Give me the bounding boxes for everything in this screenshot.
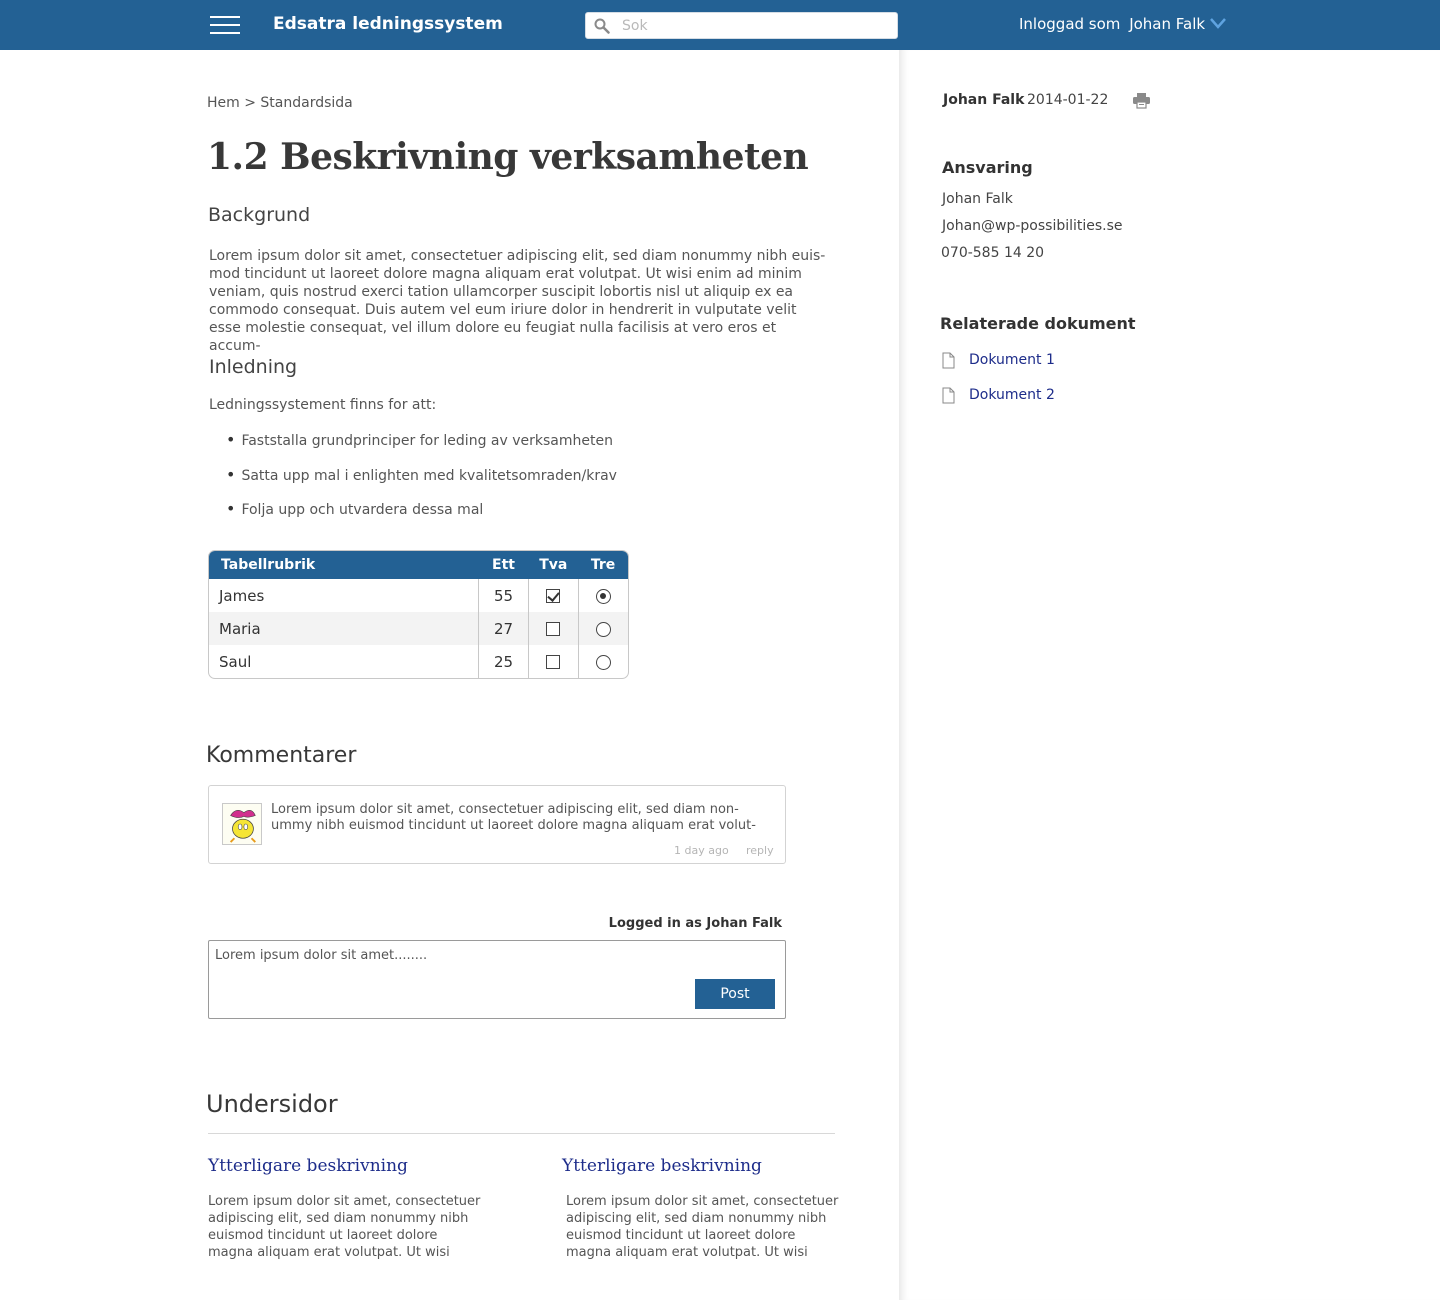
post-button[interactable]: Post [695,979,775,1009]
comment-input[interactable] [215,948,685,978]
row-radio-cell [578,612,628,645]
search-input[interactable] [622,17,882,35]
row-value: 27 [479,612,529,645]
comment-card [208,785,786,864]
table-row [209,645,628,678]
row-checkbox-cell [528,579,578,612]
table-row [209,579,628,612]
comment-time: 1 day ago [674,844,729,857]
comments-heading: Kommentarer [206,743,357,768]
checkbox[interactable] [546,589,560,603]
table-row [209,612,628,645]
breadcrumb [207,95,353,111]
row-checkbox-cell [528,612,578,645]
related-documents-heading: Relaterade dokument [940,314,1136,333]
list-item: • Faststalla grundprinciper for leding av verksamheten [226,430,617,465]
checkbox[interactable] [546,655,560,669]
app-title[interactable]: Edsatra ledningssystem [273,14,503,34]
radio-button[interactable] [596,655,611,670]
list-item: • Satta upp mal i enlighten med kvalitetsomraden/krav [226,465,617,500]
intro-heading: Inledning [209,356,298,378]
document-link-1[interactable]: Dokument 1 [969,352,1055,368]
row-radio-cell [578,579,628,612]
author-name: Johan Falk [943,92,1025,108]
reply-link[interactable]: reply [746,844,774,857]
table-header-tva: Tva [528,551,578,579]
list-item: • Folja upp och utvardera dessa mal [226,499,617,534]
user-name[interactable]: Johan Falk [1129,15,1206,33]
avatar [222,803,262,845]
publish-date: 2014-01-22 [1027,92,1109,108]
logged-in-prefix: Inloggad som [1019,15,1121,33]
top-bar [0,0,1440,50]
responsible-email[interactable]: Johan@wp-possibilities.se [942,218,1123,234]
page-title: 1.2 Beskrivning verksamheten [207,136,809,178]
row-name: James [209,579,479,612]
radio-button[interactable] [596,589,611,604]
subpage-text-1: Lorem ipsum dolor sit amet, consectetuer adipiscing elit, sed diam nonummy nibh euismod tincidunt ut laoreet dolore magna aliquam erat volutpat. Ut wisi [208,1194,481,1260]
background-text: Lorem ipsum dolor sit amet, consectetuer adipiscing elit, sed diam nonummy nibh euis-mod tincidunt ut laoreet dolore magna aliquam erat volutpat. Ut wisi enim ad minim veniam, quis nostrud exerci tation ullamcorper suscipit lobortis nisl ut aliquip ex ea commodo consequat. Duis autem vel eum iriure dolor in hendrerit in vulputate velit esse molestie consequat, vel illum dolore eu feugiat nulla facilisis at vero eros et accum- [209,248,826,354]
bullet-list [226,430,617,534]
responsible-phone: 070-585 14 20 [941,245,1045,261]
responsible-heading: Ansvaring [942,158,1033,177]
sidebar [899,50,1440,1300]
subpage-link-2[interactable]: Ytterligare beskrivning [562,1156,762,1176]
row-value: 25 [479,645,529,678]
print-icon[interactable] [1132,92,1151,109]
row-radio-cell [578,645,628,678]
logged-in-label [1019,15,1205,33]
logged-in-as: Logged in as Johan Falk [608,916,782,931]
divider [208,1133,835,1134]
background-heading: Backgrund [208,204,311,226]
row-value: 55 [479,579,529,612]
search-icon [594,18,610,34]
data-table [208,550,629,679]
breadcrumb-separator: > [244,95,256,111]
subpage-text-2: Lorem ipsum dolor sit amet, consectetuer adipiscing elit, sed diam nonummy nibh euismod tincidunt ut laoreet dolore magna aliquam erat volutpat. Ut wisi [566,1194,839,1260]
row-name: Saul [209,645,479,678]
responsible-name: Johan Falk [942,191,1013,207]
comment-text: Lorem ipsum dolor sit amet, consectetuer adipiscing elit, sed diam non-ummy nibh euismod tincidunt ut laoreet dolore magna aliquam erat volut- [271,802,756,833]
intro-text: Ledningssystement finns for att: [209,397,437,413]
table-header-tre: Tre [578,551,628,579]
breadcrumb-current: Standardsida [260,95,353,111]
document-icon [942,352,955,369]
checkbox[interactable] [546,622,560,636]
table-header-title: Tabellrubrik [209,551,479,579]
subpages-heading: Undersidor [206,1090,338,1118]
chevron-down-icon[interactable] [1209,17,1227,30]
document-icon [942,387,955,404]
menu-icon[interactable] [210,16,240,34]
table-header-ett: Ett [479,551,529,579]
document-link-2[interactable]: Dokument 2 [969,387,1055,403]
radio-button[interactable] [596,622,611,637]
breadcrumb-home[interactable]: Hem [207,95,240,111]
subpage-link-1[interactable]: Ytterligare beskrivning [208,1156,408,1176]
search-box[interactable] [585,12,898,39]
row-checkbox-cell [528,645,578,678]
row-name: Maria [209,612,479,645]
comment-form [208,940,786,1019]
